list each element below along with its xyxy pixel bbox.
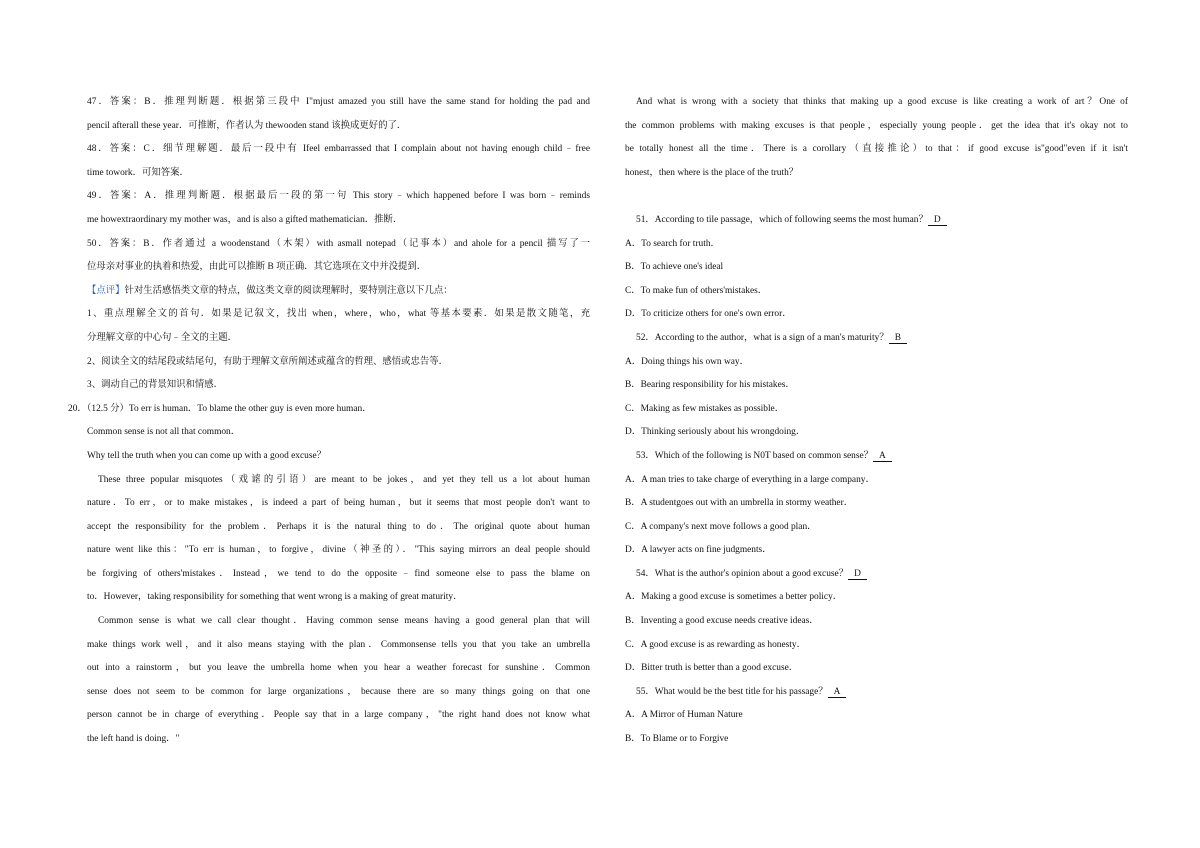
question-52-stem: 52．According to the author，what is a sign of a man's maturity？	[636, 332, 889, 343]
paragraph-3-line-1: And what is wrong with a society that thinks that making up a good excuse is like creating a work of art？One of	[636, 97, 1128, 107]
question-51	[625, 209, 1128, 233]
right-column	[625, 91, 1128, 752]
q52-option-a: A．Doing things his own way．	[625, 356, 749, 367]
q54-option-a: A．Making a good excuse is sometimes a better policy．	[625, 592, 843, 603]
answer-47-line-1: 47．答案：B．推理判断题．根据第三段中 I"mjust amazed you still have the same stand for holding the pad and	[87, 97, 590, 107]
question-20-title: 20．（12.5 分）To err is human．To blame the other guy is even more human．	[68, 403, 372, 414]
question-53-stem: 53．Which of the following is N0T based on common sense？	[636, 450, 874, 461]
q51-option-a: A．To search for truth．	[625, 238, 720, 249]
answer-48-line-1: 48．答案：C．细节理解题．最后一段中有 Ifeel embarrassed that I complain about not having enough child﹣free	[87, 144, 590, 155]
passage-title-3: Why tell the truth when you can come up with a good excuse？	[87, 450, 326, 461]
paragraph-1-line-1: These three popular misquotes（戏谑的引语）are meant to be jokes，and yet they tell us a lot about human	[98, 474, 590, 485]
paragraph-2-line-3: out into a rainstorm，but you leave the umbrella home when you hear a weather forecast for sunshine．Common	[87, 663, 590, 674]
q55-option-a: A．A Mirror of Human Nature	[625, 710, 743, 721]
q53-option-c: C．A company's next move follows a good plan．	[625, 521, 817, 532]
question-51-stem: 51．According to tile passage，which of following seems the most human？	[636, 214, 928, 225]
q55-option-b: B．To Blame or to Forgive	[625, 734, 729, 745]
paragraph-1-line-4: nature went like this："To err is human，to forgive，divine（神圣的）．"This saying mirrors an deal people should	[87, 545, 590, 556]
tip-2: 2、阅读全文的结尾段或结尾句，有助于理解文章所阐述或蕴含的哲理、感悟或忠告等．	[87, 356, 448, 367]
paragraph-2-line-2: make things work well，and it also means staying with the plan．Commonsense tells you that you take an umbrella	[87, 639, 590, 650]
paragraph-3-line-2: the common problems with making excuses is that people，especially young people．get the idea that it's okay not to	[625, 120, 1128, 131]
paragraph-2-line-4: sense does not seem to be common for large organizations，because there are so many things going on that one	[87, 686, 590, 697]
q52-option-c: C．Making as few mistakes as possible．	[625, 403, 785, 414]
paragraph-3-line-3: be totally honest all the time．There is a corollary（直接推论）to that：if good excuse is"good"even if it isn't	[625, 144, 1128, 155]
question-52	[625, 327, 1128, 351]
q54-option-b: B．Inventing a good excuse needs creative ideas．	[625, 616, 819, 627]
paragraph-2-line-5: person cannot be in charge of everything．People say that in a large company，"the right hand does not know what	[87, 710, 590, 721]
answer-49-line-2: me howextraordinary my mother was，and is also a gifted mathematician．推断．	[87, 214, 403, 225]
left-column	[68, 91, 590, 752]
q53-option-d: D．A lawyer acts on fine judgments．	[625, 545, 772, 556]
q53-option-a: A．A man tries to take charge of everything in a large company．	[625, 474, 875, 485]
paragraph-3-line-4: honest，then where is the place of the truth？	[625, 167, 799, 178]
question-53-answer: A	[873, 451, 892, 462]
passage-title-2: Common sense is not all that common．	[87, 427, 241, 438]
answer-48-line-2: time towork．可知答案．	[87, 167, 189, 178]
question-52-answer: B	[889, 333, 907, 344]
answer-50-line-2: 位母亲对事业的执着和热爱，由此可以推断 B 项正确．其它选项在文中并没提到．	[87, 262, 427, 273]
tip-1-line-2: 分理解文章的中心句﹣全文的主题．	[87, 332, 238, 343]
answer-49-line-1: 49．答案：A．推理判断题．根据最后一段的第一句 This story﹣which happened before I was born﹣reminds	[87, 191, 590, 202]
question-54-answer: D	[848, 569, 867, 580]
question-51-answer: D	[928, 215, 947, 226]
q54-option-d: D．Bitter truth is better than a good excuse．	[625, 663, 799, 674]
answer-47-line-2: pencil afterall these year．可推断，作者认为 thewooden stand 该换成更好的了．	[87, 120, 407, 131]
q51-option-b: B．To achieve one's ideal	[625, 262, 724, 273]
tip-3: 3、调动自己的背景知识和情感．	[87, 380, 223, 391]
paragraph-2-line-6: the left hand is doing．"	[87, 734, 180, 745]
q54-option-c: C．A good excuse is as rewarding as honesty．	[625, 639, 806, 650]
paragraph-1-line-6: to．However，taking responsibility for something that went wrong is a making of great maturity．	[87, 592, 463, 603]
question-55-stem: 55．What would be the best title for his passage？	[636, 686, 828, 697]
question-54-stem: 54．What is the author's opinion about a good excuse？	[636, 568, 849, 579]
answer-50-line-1: 50．答案：B．作者通过 a woodenstand（木架）with asmall notepad（记事本）and ahole for a pencil 描写了一	[87, 238, 590, 249]
paragraph-1-line-3: accept the responsibility for the problem．Perhaps it is the natural thing to do．The original quote about human	[87, 521, 590, 532]
comment-text: 针对生活感悟类文章的特点，做这类文章的阅读理解时，要特别注意以下几点：	[124, 285, 453, 296]
question-55	[625, 681, 1128, 705]
comment-tag: 【点评】	[87, 285, 125, 296]
paragraph-2-line-1: Common sense is what we call clear thought．Having common sense means having a good general plan that will	[98, 616, 590, 627]
q52-option-d: D．Thinking seriously about his wrongdoing．	[625, 427, 806, 438]
question-55-answer: A	[828, 687, 847, 698]
q51-option-c: C．To make fun of others'mistakes．	[625, 285, 768, 296]
comment-line	[87, 280, 590, 304]
paragraph-1-line-5: be forgiving of others'mistakes．Instead，we tend to do the opposite﹣find someone else to pass the blame on	[87, 568, 590, 579]
q51-option-d: D．To criticize others for one's own error．	[625, 309, 792, 320]
tip-1-line-1: 1、重点理解全文的首句．如果是记叙文，找出 when，where，who，what 等基本要素．如果是散文随笔，充	[87, 309, 590, 320]
question-54	[625, 563, 1128, 587]
q52-option-b: B．Bearing responsibility for his mistakes．	[625, 380, 795, 391]
question-53	[625, 445, 1128, 469]
paragraph-1-line-2: nature．To err，or to make mistakes，is indeed a part of being human，but it seems that most people don't want to	[87, 498, 590, 509]
q53-option-b: B．A studentgoes out with an umbrella in stormy weather．	[625, 498, 854, 509]
